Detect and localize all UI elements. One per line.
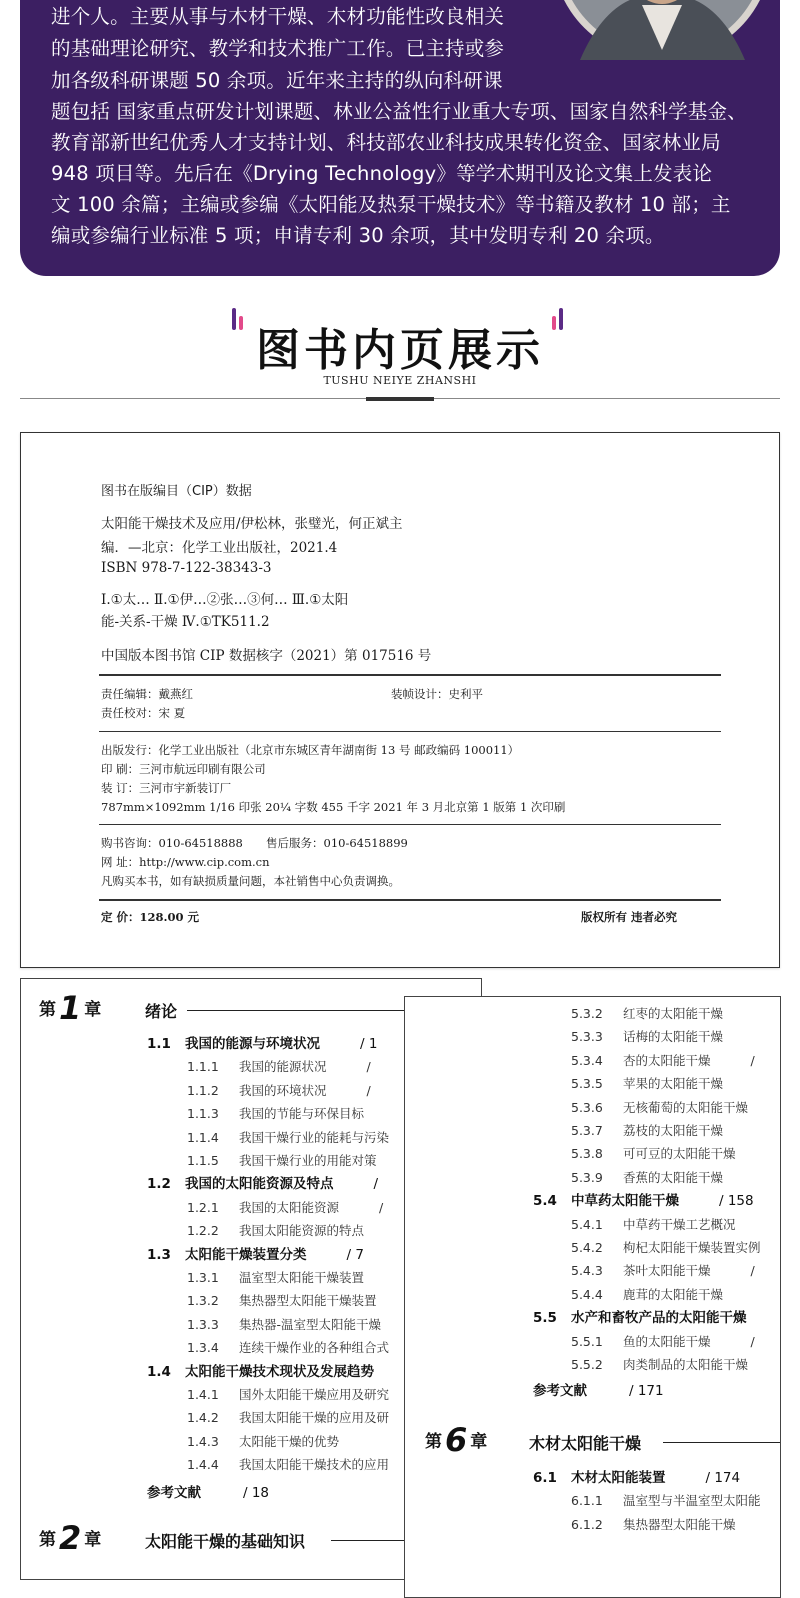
toc-subsection <box>571 1492 781 1510</box>
cip-publisher: 出版发行：化学工业出版社（北京市东城区青年湖南街 13 号 邮政编码 100011） <box>101 743 520 757</box>
cip-spec: 787mm×1092mm 1/16 印张 20¼ 字数 455 千字 2021 年 3 月北京第 1 版第 1 次印刷 <box>101 800 566 814</box>
toc-title: 水产和畜牧产品的太阳能干燥 <box>571 1310 747 1327</box>
toc-title: 木材太阳能装置 <box>571 1470 666 1486</box>
toc-subsection <box>571 1516 776 1534</box>
toc-page-number: / 1 <box>360 1036 378 1052</box>
toc-title: 我国太阳能干燥的应用及研 <box>239 1410 390 1426</box>
toc-title: 连续干燥作业的各种组合式 <box>239 1340 390 1356</box>
toc-section <box>147 1175 378 1193</box>
toc-number: 1.3 <box>147 1246 171 1263</box>
toc-subsection <box>571 1075 763 1093</box>
toc-number: 5.3.2 <box>571 1006 603 1021</box>
toc-subsection <box>571 1216 776 1234</box>
toc-number: 5.4.1 <box>571 1216 603 1232</box>
toc-title: 我国的环境状况 <box>239 1082 327 1098</box>
toc-title: 我国的太阳能资源及特点 <box>185 1176 334 1193</box>
toc-title: 我国太阳能干燥技术的应用 <box>239 1457 390 1473</box>
toc-references: 参考文献 / 18 <box>147 1485 270 1501</box>
toc-number: 1.2 <box>147 1176 171 1193</box>
toc-number: 5.5.1 <box>571 1333 603 1349</box>
cip-website: 网 址：http://www.cip.com.cn <box>101 855 270 869</box>
chapter-rule <box>663 1442 780 1443</box>
author-photo <box>550 0 775 60</box>
toc-title: 温室型太阳能干燥装置 <box>239 1270 365 1285</box>
cip-rule <box>99 899 721 901</box>
toc-number: 5.4.4 <box>571 1286 603 1302</box>
right-quote-icon <box>552 308 568 336</box>
toc-title: 我国的节能与环保目标 <box>239 1106 365 1122</box>
cip-editor: 责任编辑：戴燕红 <box>101 687 193 701</box>
toc-page-right <box>404 996 781 1598</box>
toc-number: 1.3.4 <box>187 1340 219 1356</box>
toc-number: 1.3.2 <box>187 1293 219 1309</box>
toc-title: 苹果的太阳能干燥 <box>623 1076 724 1092</box>
toc-title: 香蕉的太阳能干燥 <box>623 1169 724 1185</box>
toc-title: 可可豆的太阳能干燥 <box>623 1146 736 1162</box>
toc-page-number: / <box>750 1052 755 1068</box>
toc-subsection <box>187 1199 383 1217</box>
toc-page-number: / <box>373 1176 379 1193</box>
bio-line: 题包括 国家重点研发计划课题、林业公益性行业重大专项、国家自然科学基金、 <box>51 100 747 123</box>
cip-rule <box>99 674 721 676</box>
cip-isbn: ISBN 978-7-122-38343-3 <box>101 560 272 576</box>
bio-line: 编或参编行业标准 5 项；申请专利 30 余项，其中发明专利 20 余项。 <box>51 224 665 247</box>
toc-number: 6.1.1 <box>571 1493 603 1509</box>
cip-notice: 凡购买本书，如有缺损质量问题，本社销售中心负责调换。 <box>101 874 400 888</box>
toc-subsection <box>571 1028 763 1046</box>
toc-number: 5.3.3 <box>571 1029 603 1045</box>
toc-number: 5.4.2 <box>571 1240 603 1255</box>
toc-title: 集热器型太阳能干燥 <box>623 1516 736 1532</box>
cip-rights: 版权所有 违者必究 <box>581 910 678 924</box>
toc-title: 肉类制品的太阳能干燥 <box>623 1357 749 1372</box>
toc-title: 枸杞太阳能干燥装置实例 <box>623 1240 761 1255</box>
toc-subsection <box>187 1058 371 1076</box>
toc-subsection <box>187 1456 429 1474</box>
toc-subsection <box>187 1222 404 1240</box>
cip-rule <box>99 824 721 825</box>
cip-purchase: 购书咨询：010-64518888 <box>101 836 243 850</box>
toc-title: 茶叶太阳能干燥 <box>623 1263 711 1279</box>
toc-section <box>533 1309 781 1327</box>
toc-title: 温室型与半温室型太阳能 <box>623 1493 761 1509</box>
toc-subsection <box>571 1169 763 1187</box>
toc-title: 鱼的太阳能干燥 <box>623 1333 711 1349</box>
toc-number: 5.3.4 <box>571 1052 603 1068</box>
toc-subsection <box>187 1316 421 1334</box>
cip-price: 定 价：128.00 元 <box>101 910 200 924</box>
toc-title: 我国的能源状况 <box>239 1059 327 1075</box>
toc-number: 5.3.9 <box>571 1169 603 1185</box>
toc-subsection <box>571 1145 776 1163</box>
chapter-label: 第2 章 <box>39 1519 102 1557</box>
toc-title: 国外太阳能干燥应用及研究 <box>239 1387 390 1402</box>
cip-printer: 印 刷：三河市航远印刷有限公司 <box>101 762 266 776</box>
toc-subsection <box>571 1262 755 1280</box>
cip-designer: 装帧设计：史利平 <box>391 687 483 701</box>
toc-title: 太阳能干燥装置分类 <box>185 1246 307 1263</box>
section-header <box>0 308 800 408</box>
toc-number: 1.1.1 <box>187 1059 219 1075</box>
chapter-title: 绪论 <box>145 1002 178 1021</box>
toc-title: 集热器-温室型太阳能干燥 <box>239 1316 382 1332</box>
toc-title: 集热器型太阳能干燥装置 <box>239 1293 377 1309</box>
toc-title: 我国的能源与环境状况 <box>185 1036 320 1052</box>
bio-line: 教育部新世纪优秀人才支持计划、科技部农业科技成果转化资金、国家林业局 <box>51 131 721 154</box>
toc-number: 1.1.5 <box>187 1153 219 1168</box>
toc-section <box>147 1246 364 1264</box>
toc-section <box>147 1363 414 1381</box>
toc-references: 参考文献 / 171 <box>533 1383 664 1399</box>
toc-subsection <box>187 1152 417 1170</box>
toc-number: 5.5 <box>533 1310 557 1327</box>
toc-number: 5.3.6 <box>571 1099 603 1115</box>
toc-subsection <box>571 1356 781 1374</box>
toc-title: 无核葡萄的太阳能干燥 <box>623 1099 749 1115</box>
toc-number: 1.2.1 <box>187 1199 219 1215</box>
toc-title: 太阳能干燥的优势 <box>239 1433 340 1449</box>
toc-title: 太阳能干燥技术现状及发展趋势 <box>185 1363 374 1380</box>
toc-number: 1.2.2 <box>187 1223 219 1239</box>
toc-number: 1.4 <box>147 1363 171 1380</box>
toc-title: 我国的太阳能资源 <box>239 1199 340 1215</box>
toc-title: 话梅的太阳能干燥 <box>623 1029 724 1045</box>
chapter-label: 第6 章 <box>425 1421 488 1459</box>
toc-number: 5.4.3 <box>571 1263 603 1279</box>
toc-number: 5.3.8 <box>571 1146 603 1162</box>
toc-page-number: / 158 <box>719 1193 754 1210</box>
toc-title: 中草药干燥工艺概况 <box>623 1216 736 1232</box>
toc-title: 杏的太阳能干燥 <box>623 1052 711 1068</box>
toc-subsection <box>571 1005 763 1023</box>
toc-page-number: / <box>379 1199 384 1215</box>
divider-accent <box>366 397 434 401</box>
toc-subsection <box>571 1052 755 1070</box>
cip-entry: 太阳能干燥技术及应用/伊松林，张璧光，何正斌主 <box>101 516 403 532</box>
cip-number: 中国版本图书馆 CIP 数据核字（2021）第 017516 号 <box>101 648 432 664</box>
toc-title: 红枣的太阳能干燥 <box>623 1006 724 1021</box>
toc-page-number: / <box>750 1263 755 1279</box>
cip-entry: 编．—北京：化学工业出版社，2021.4 <box>101 540 338 556</box>
toc-number: 1.4.2 <box>187 1410 219 1426</box>
toc-subsection <box>571 1122 763 1140</box>
toc-subsection <box>187 1409 429 1427</box>
toc-number: 1.1.2 <box>187 1082 219 1098</box>
toc-subsection <box>571 1333 755 1351</box>
bio-line: 加各级科研课题 50 余项。近年来主持的纵向科研课 <box>51 69 503 92</box>
chapter-label: 第1 章 <box>39 989 102 1027</box>
toc-number: 1.1.3 <box>187 1106 219 1122</box>
toc-subsection <box>187 1269 404 1287</box>
toc-page-number: / <box>366 1082 371 1098</box>
cip-page <box>20 432 780 968</box>
cip-service: 售后服务：010-64518899 <box>266 836 408 850</box>
bio-line: 文 100 余篇；主编或参编《太阳能及热泵干燥技术》等书籍及教材 10 部；主 <box>51 193 731 216</box>
section-subtitle: TUSHU NEIYE ZHANSHI <box>323 374 477 387</box>
toc-subsection <box>571 1286 763 1304</box>
cip-classification: 能-关系-干燥 Ⅳ.①TK511.2 <box>101 614 270 630</box>
toc-section <box>533 1192 754 1210</box>
toc-page-number: / <box>366 1059 371 1075</box>
cip-header: 图书在版编目（CIP）数据 <box>101 484 252 499</box>
bio-line: 的基础理论研究、教学和技术推广工作。已主持或参 <box>51 37 505 60</box>
section-title: 图书内页展示 <box>256 325 544 376</box>
chapter-title: 木材太阳能干燥 <box>529 1434 642 1453</box>
toc-page-number: / <box>750 1333 755 1349</box>
cip-binder: 装 订：三河市宇新装订厂 <box>101 781 232 795</box>
toc-number: 1.3.3 <box>187 1316 219 1332</box>
toc-section <box>533 1469 740 1487</box>
toc-subsection <box>571 1099 781 1117</box>
toc-subsection <box>187 1129 429 1147</box>
toc-number: 1.1.4 <box>187 1129 219 1145</box>
toc-number: 1.3.1 <box>187 1270 219 1285</box>
toc-number: 5.3.7 <box>571 1123 603 1138</box>
toc-subsection <box>187 1082 371 1100</box>
toc-number: 5.4 <box>533 1193 557 1210</box>
toc-subsection <box>187 1105 404 1123</box>
toc-title: 我国太阳能资源的特点 <box>239 1223 365 1239</box>
author-bio-card <box>20 0 780 276</box>
toc-subsection <box>187 1339 429 1357</box>
toc-subsection <box>187 1433 379 1451</box>
toc-subsection <box>187 1292 417 1310</box>
toc-title: 中草药太阳能干燥 <box>571 1193 679 1210</box>
bio-line: 948 项目等。先后在《Drying Technology》等学术期刊及论文集上发表论 <box>51 162 713 185</box>
toc-number: 1.4.4 <box>187 1457 219 1473</box>
toc-page-number: / 174 <box>705 1470 741 1486</box>
toc-title: 鹿茸的太阳能干燥 <box>623 1286 724 1302</box>
toc-number: 6.1 <box>533 1470 557 1486</box>
toc-number: 5.3.5 <box>571 1076 603 1092</box>
cip-rule <box>99 731 721 732</box>
toc-title: 我国干燥行业的能耗与污染 <box>239 1129 390 1145</box>
cip-proofreader: 责任校对：宋 夏 <box>101 706 186 720</box>
toc-number: 5.5.2 <box>571 1357 603 1372</box>
toc-section <box>147 1035 377 1053</box>
toc-title: 我国干燥行业的用能对策 <box>239 1153 377 1168</box>
toc-number: 1.1 <box>147 1036 171 1052</box>
toc-number: 1.4.3 <box>187 1433 219 1449</box>
toc-subsection <box>571 1239 781 1257</box>
cip-classification: Ⅰ.①太… Ⅱ.①伊…②张…③何… Ⅲ.①太阳 <box>101 592 349 608</box>
toc-number: 6.1.2 <box>571 1516 603 1532</box>
toc-title: 荔枝的太阳能干燥 <box>623 1123 724 1138</box>
toc-subsection <box>187 1386 429 1404</box>
toc-number: 1.4.1 <box>187 1387 219 1402</box>
chapter-title: 太阳能干燥的基础知识 <box>145 1532 306 1551</box>
toc-page-number: / 7 <box>346 1246 364 1263</box>
bio-line: 进个人。主要从事与木材干燥、木材功能性改良相关 <box>51 5 505 28</box>
